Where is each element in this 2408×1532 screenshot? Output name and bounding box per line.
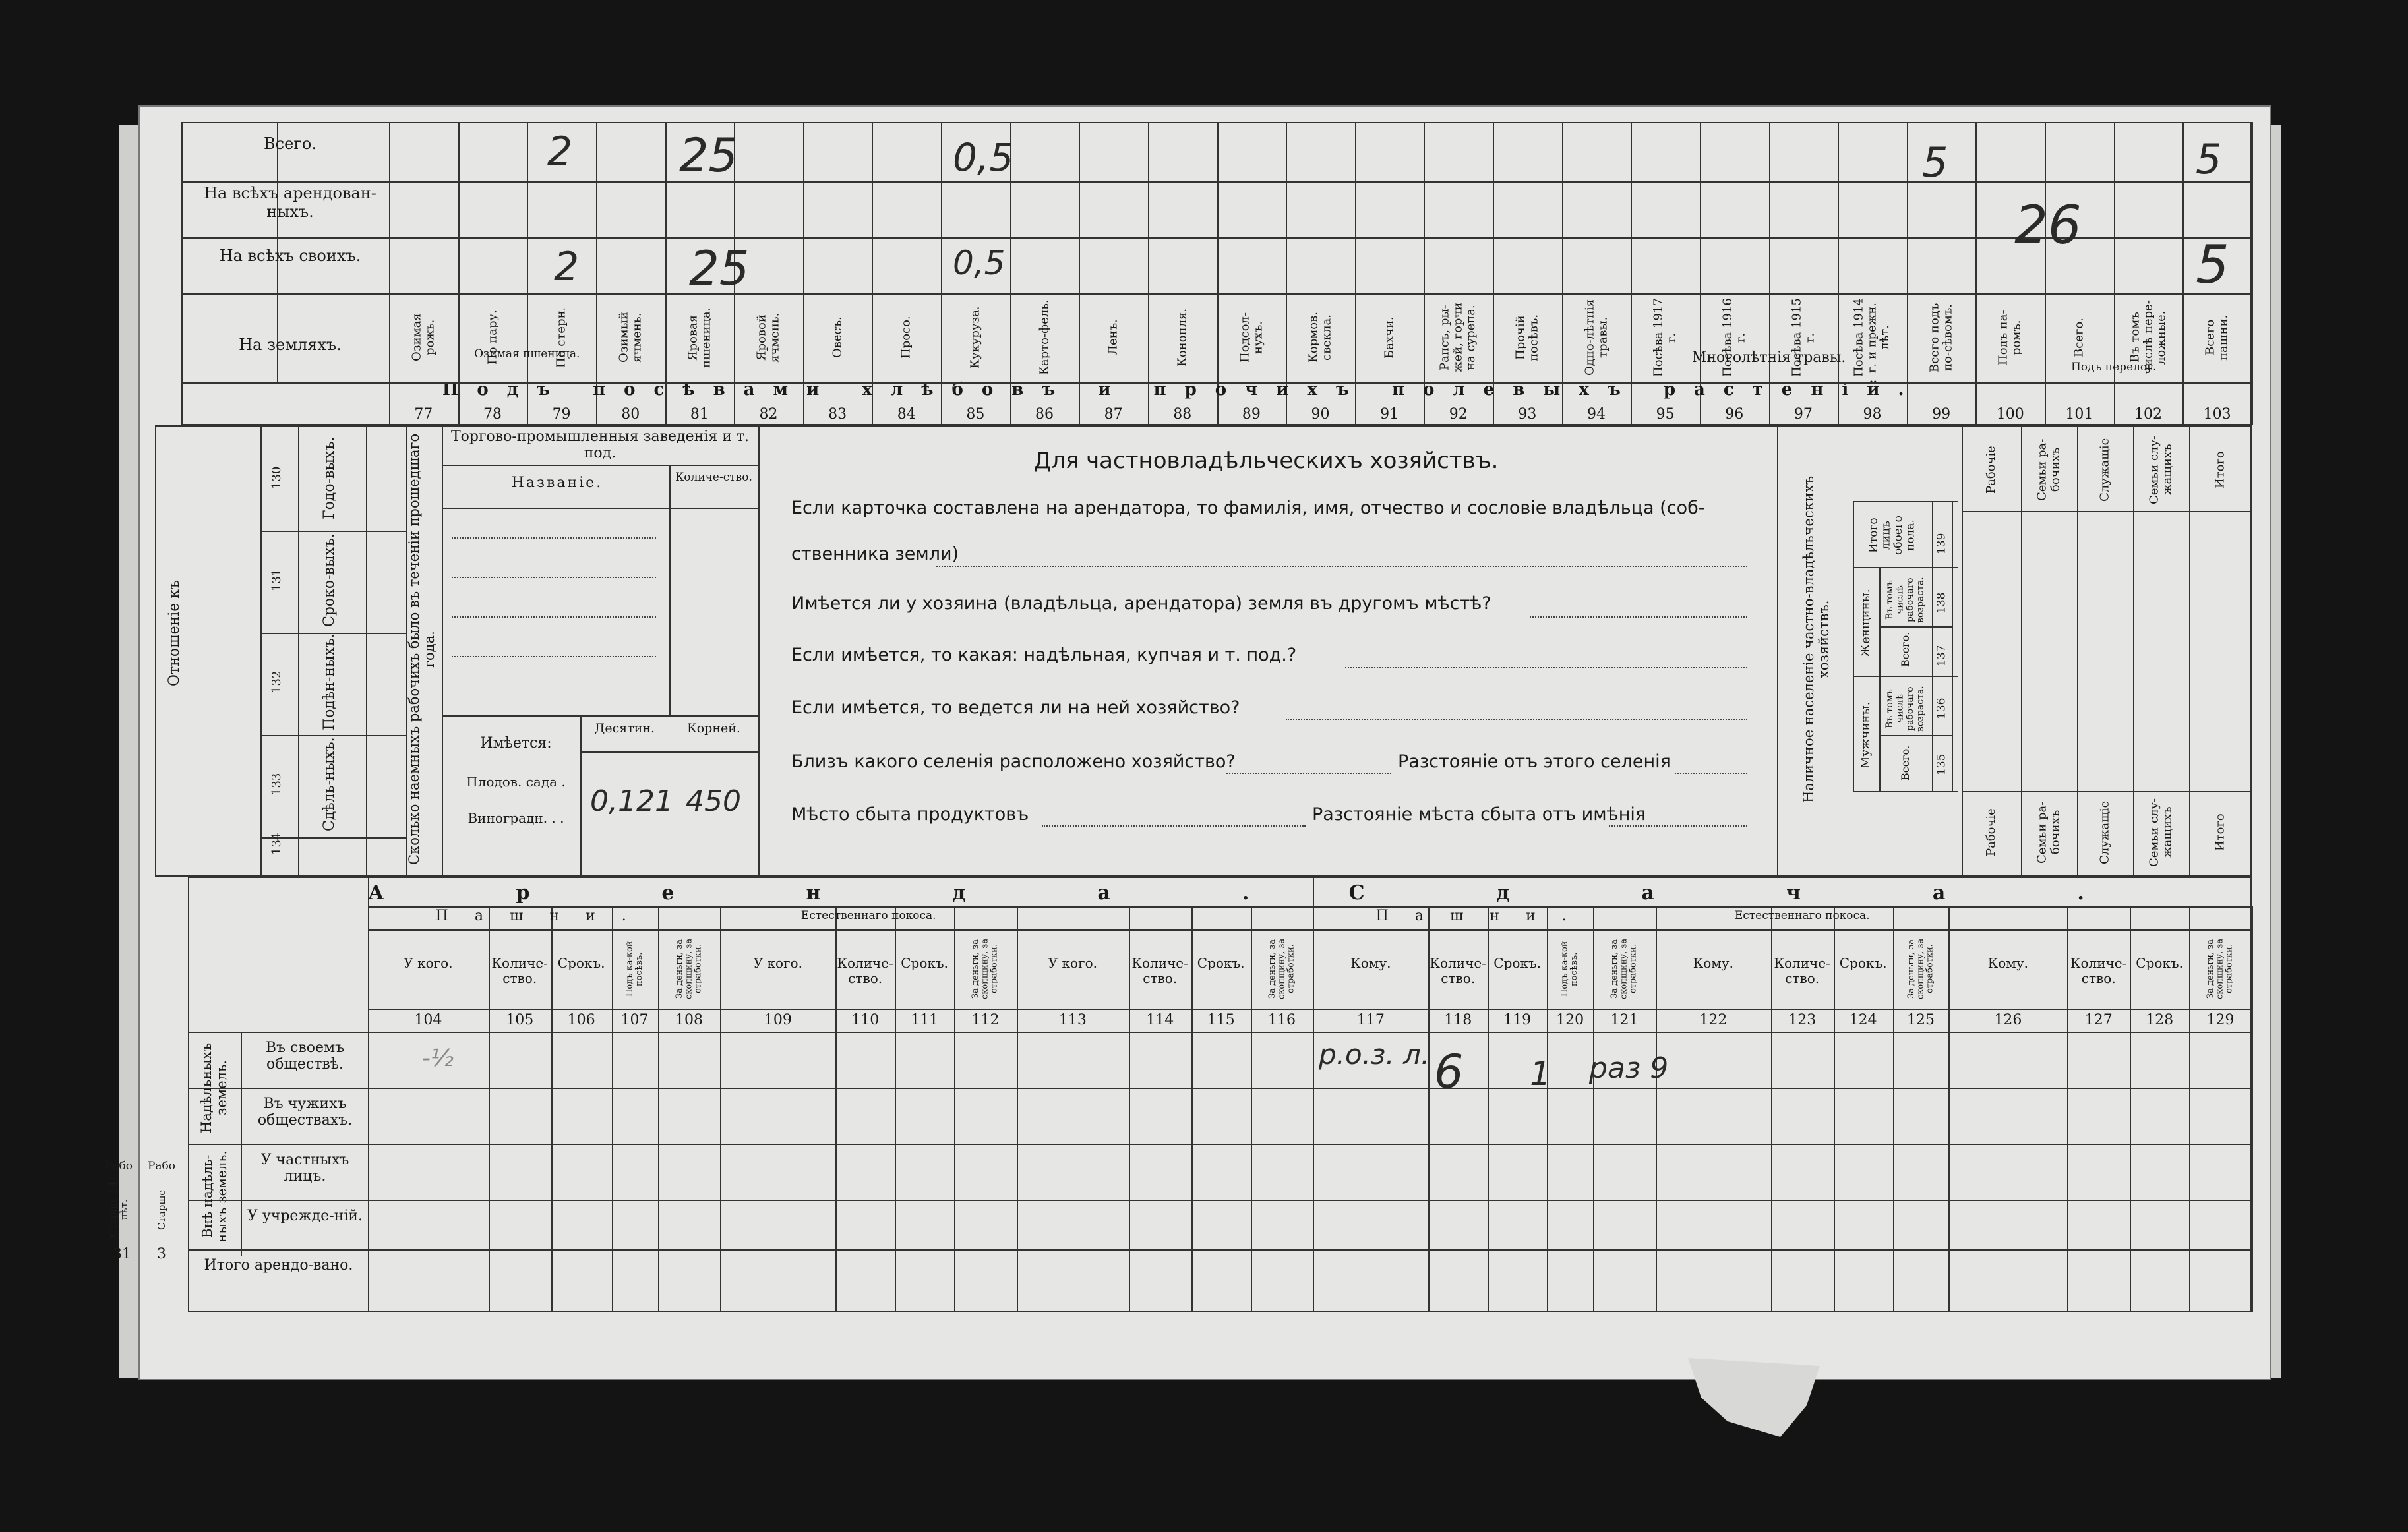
row-label: Всего. <box>264 134 316 153</box>
lease-row-label: Въ чужихъ обществахъ. <box>257 1096 353 1129</box>
v-tom-chisle-label: Въ томъ числѣ рабочаго возраста. <box>1884 577 1926 623</box>
handwritten-entry: 6 <box>1434 1045 1464 1099</box>
private-question: Мѣсто сбыта продуктовъ <box>791 804 1029 825</box>
handwritten-entry: 1 <box>1530 1055 1551 1093</box>
row-label: На всѣхъ своихъ. <box>219 247 361 265</box>
answer-line <box>1226 773 1391 774</box>
rule-line <box>669 465 671 715</box>
rule-line <box>2021 425 2022 877</box>
lease-col-122: Кому. <box>1693 955 1733 971</box>
col-label-91: Бахчи. <box>1382 316 1397 359</box>
vsego-label: Всего. <box>1899 632 1912 667</box>
col-number-84: 84 <box>897 406 916 423</box>
vinogradn-label: Виноградн. . . <box>467 810 564 826</box>
lease-row-label: Итого арендо-вано. <box>204 1257 353 1274</box>
lease-col-109: У кого. <box>753 955 802 971</box>
col-number-80: 80 <box>621 406 640 423</box>
population-col-num: 137 <box>1935 645 1948 667</box>
worker-col-label: Служащiе <box>2097 438 2112 502</box>
otnoshenie-col-132: Подѣн-ныхъ. <box>320 633 338 731</box>
handwritten-entry: 2 <box>554 244 580 290</box>
muzhchiny-label: Мужчины. <box>1859 701 1873 769</box>
handwritten-entry: 0,5 <box>953 135 1014 180</box>
lease-col-124: Срокъ. <box>1839 955 1887 971</box>
population-col-num: 135 <box>1935 753 1948 776</box>
lease-num-127: 127 <box>2084 1012 2113 1028</box>
col-number-100: 100 <box>1996 406 2024 423</box>
rule-line <box>1962 511 2252 512</box>
private-question: Если имѣется, то какая: надѣльная, купчая и т. под.? <box>791 645 1297 665</box>
otnoshenie-label: Отношенiе къ <box>166 579 183 686</box>
col-label-88: Конопля. <box>1175 308 1189 367</box>
lease-row-label: У учрежде-нiй. <box>247 1208 363 1224</box>
col-number-95: 95 <box>1656 406 1675 423</box>
otnoshenie-num-133: 133 <box>270 773 284 796</box>
handwritten-entry: 450 <box>686 784 741 818</box>
private-question: Если карточка составлена на арендатора, то фамилiя, имя, отчество и сословiе владѣльца (соб- <box>791 498 1705 518</box>
rule-line <box>1952 501 1953 791</box>
otnoshenie-num-132: 132 <box>270 670 284 694</box>
private-question: Разстоянiе мѣста сбыта отъ имѣнiя <box>1312 804 1646 825</box>
answer-line <box>1675 773 1747 774</box>
col-number-87: 87 <box>1104 406 1123 423</box>
rule-line <box>188 1088 2252 1089</box>
edge-fragment: Рабо <box>147 1160 176 1173</box>
torn-paper-fragment <box>1688 1358 1820 1437</box>
col-label-77: Озимая рожь. <box>409 313 437 362</box>
col-number-85: 85 <box>966 406 985 423</box>
lease-num-117: 117 <box>1356 1012 1385 1028</box>
sdacha-banner: Сдача. <box>1348 881 2216 904</box>
col-label-94: Одно-лѣтнiя травы. <box>1582 299 1610 376</box>
lease-num-120: 120 <box>1556 1012 1584 1028</box>
lease-col-108: За деньги, за скопщину, за отработки. <box>674 938 704 1000</box>
lease-num-104: 104 <box>414 1012 442 1028</box>
lease-num-122: 122 <box>1699 1012 1728 1028</box>
pashni-label: Пашни. <box>435 908 653 924</box>
otnoshenie-num-131: 131 <box>270 568 284 592</box>
col-label-87: Ленъ. <box>1106 319 1120 356</box>
fill-line <box>452 616 656 618</box>
lease-col-112: За деньги, за скопщину, за отработки. <box>971 938 1000 1000</box>
handwritten-entry: 0,5 <box>953 244 1006 282</box>
col-label-80: Озимый ячмень. <box>617 312 644 363</box>
fill-line <box>452 577 656 578</box>
lease-col-110: Количе-ство. <box>837 955 893 986</box>
ozimaya-pshenitsa-label: Озимая пшеница. <box>474 347 580 361</box>
rule-line <box>580 715 582 877</box>
worker-col-label: Итого <box>2213 813 2227 851</box>
lease-num-116: 116 <box>1268 1012 1296 1028</box>
worker-col-label: Семьи слу-жащихъ <box>2147 798 2175 867</box>
rule-line <box>366 425 367 877</box>
lease-num-121: 121 <box>1610 1012 1639 1028</box>
col-number-83: 83 <box>828 406 847 423</box>
rule-line <box>1962 425 1963 877</box>
lease-num-107: 107 <box>620 1012 649 1028</box>
handwritten-entry: р.о.з. л. <box>1319 1038 1430 1071</box>
rule-line <box>188 1144 2252 1145</box>
col-label-83: Овесъ. <box>830 316 845 359</box>
worker-col-label: Рабочiе <box>1984 808 1999 856</box>
rule-line <box>188 1032 2252 1033</box>
v-tom-chisle-label: Въ томъ числѣ рабочаго возраста. <box>1884 686 1926 732</box>
lease-col-120: Подъ ка-кой посѣвъ. <box>1559 941 1580 997</box>
rule-line <box>406 425 407 877</box>
answer-line <box>1042 825 1306 827</box>
rule-line <box>2182 122 2184 425</box>
fill-line <box>452 656 656 657</box>
rule-line <box>1975 122 1977 425</box>
row-label: На земляхъ. <box>239 336 342 354</box>
pokosa-label: Естественнаго покоса. <box>800 909 936 922</box>
lease-col-113: У кого. <box>1048 955 1097 971</box>
lease-num-118: 118 <box>1444 1012 1472 1028</box>
nadelnyh-label: Надѣльныхъ земель. <box>198 1042 229 1133</box>
lease-col-117: Кому. <box>1350 955 1391 971</box>
worker-col-label: Семьи ра-бочихъ <box>2035 438 2062 501</box>
col-number-96: 96 <box>1725 406 1744 423</box>
lease-num-110: 110 <box>851 1012 880 1028</box>
handwritten-entry: раз 9 <box>1589 1051 1669 1085</box>
desyatin-label: Десятин. <box>594 721 655 736</box>
lease-col-127: Количе-ство. <box>2070 955 2127 986</box>
lease-row-label: Въ своемъ обществѣ. <box>265 1040 345 1073</box>
rule-line <box>368 1009 2252 1010</box>
answer-line <box>1530 616 1747 618</box>
torg-title: Торгово-промышленныя заведенiя и т. под. <box>450 428 750 462</box>
col-number-89: 89 <box>1242 406 1261 423</box>
lease-num-119: 119 <box>1503 1012 1532 1028</box>
col-label-89: Подсол-нухъ. <box>1238 312 1265 363</box>
population-col-num: 139 <box>1935 533 1948 555</box>
rule-line <box>368 929 2252 931</box>
edge-fragment: Старше <box>155 1189 167 1230</box>
rule-line <box>2252 906 2253 1312</box>
rule-line <box>2133 425 2134 877</box>
rule-line <box>1879 735 1952 736</box>
lease-col-129: За деньги, за скопщину, за отработки. <box>2206 938 2235 1000</box>
col-label-82: Яровой ячмень. <box>754 312 782 363</box>
lease-col-126: Кому. <box>1987 955 2028 971</box>
otnoshenie-col-130: Годо-выхъ. <box>320 436 338 519</box>
col-label-100: Подъ па-ромъ. <box>1996 310 2024 365</box>
handwritten-entry: 5 <box>2196 135 2222 183</box>
handwritten-entry: 5 <box>2196 234 2229 295</box>
rule-line <box>1879 567 1881 791</box>
rule-line <box>2114 122 2115 425</box>
col-number-101: 101 <box>2065 406 2093 423</box>
lease-num-126: 126 <box>1994 1012 2022 1028</box>
private-question: Если имѣется, то ведется ли на ней хозяйство? <box>791 697 1240 718</box>
otnoshenie-col-133: Сдѣль-ныхъ. <box>320 737 338 832</box>
lease-num-115: 115 <box>1207 1012 1235 1028</box>
col-label-86: Карто-фель. <box>1037 299 1052 376</box>
private-title: Для частновладѣльческихъ хозяйствъ. <box>1033 448 1499 474</box>
population-col-num: 136 <box>1935 697 1948 720</box>
rule-line <box>2252 122 2253 425</box>
lease-col-106: Срокъ. <box>557 955 605 971</box>
rule-line <box>1879 626 1952 628</box>
col-number-97: 97 <box>1793 406 1813 423</box>
population-title: Наличное населенiе частно-владѣльческихъ хозяйствъ. <box>1800 475 1832 804</box>
col-label-95: Посѣва 1917 г. <box>1651 298 1679 377</box>
lease-col-104: У кого. <box>404 955 453 971</box>
nazvanie-label: Названiе. <box>511 475 603 491</box>
lease-num-114: 114 <box>1146 1012 1174 1028</box>
population-col-num: 138 <box>1935 592 1948 614</box>
lease-num-111: 111 <box>911 1012 939 1028</box>
col-number-88: 88 <box>1173 406 1192 423</box>
lease-col-114: Количе-ство. <box>1131 955 1188 986</box>
rule-line <box>1853 501 1958 502</box>
rule-line <box>389 382 2252 384</box>
lease-num-123: 123 <box>1788 1012 1817 1028</box>
col-label-93: Прочiй посѣвъ. <box>1513 314 1541 361</box>
answer-line <box>1609 825 1747 827</box>
rule-line <box>442 715 758 717</box>
col-number-90: 90 <box>1311 406 1330 423</box>
rule-line <box>298 425 299 877</box>
lease-num-124: 124 <box>1849 1012 1877 1028</box>
plodov-sada-label: Плодов. сада . <box>466 774 566 790</box>
col-label-92: Рапсъ, ры-жей, горчи на сурепа. <box>1438 302 1478 373</box>
private-question: ственника земли) <box>791 544 959 564</box>
rule-line <box>1853 567 1958 568</box>
rule-line <box>188 1249 2252 1251</box>
lease-num-125: 125 <box>1907 1012 1935 1028</box>
lease-num-129: 129 <box>2206 1012 2235 1028</box>
col-number-82: 82 <box>759 406 778 423</box>
col-label-78: По пару. <box>485 310 500 365</box>
rule-line <box>1962 791 2252 792</box>
crops-banner: Подъ посѣвами хлѣбовъ и прочихъ полевыхъ растенiй. <box>442 380 1923 399</box>
mnogoletnie-label: Многолѣтнiя травы. <box>1691 349 1846 366</box>
kolichestvo-label: Количе-ство. <box>675 471 752 484</box>
col-number-86: 86 <box>1035 406 1054 423</box>
vsego-label: Всего. <box>1899 745 1912 781</box>
lease-num-113: 113 <box>1058 1012 1087 1028</box>
col-label-99: Всего подъ по-сѣвомъ. <box>1927 303 1955 372</box>
col-number-91: 91 <box>1380 406 1399 423</box>
handwritten-entry: 25 <box>689 241 750 296</box>
arenda-banner: Аренда. <box>368 881 1381 904</box>
col-number-81: 81 <box>690 406 709 423</box>
col-label-97: Посѣва 1915 г. <box>1790 298 1817 377</box>
lease-num-108: 108 <box>675 1012 703 1028</box>
naemnyh-rabochih-label: Сколько наемныхъ рабочихъ было въ теченiи прошедшаго года. <box>406 433 437 866</box>
lease-col-123: Количе-ство. <box>1774 955 1830 986</box>
lease-col-111: Срокъ. <box>901 955 948 971</box>
col-number-98: 98 <box>1863 406 1882 423</box>
row-label: На всѣхъ арендован-ныхъ. <box>204 184 376 221</box>
col-label-90: Кормов. свекла. <box>1306 312 1334 363</box>
otnoshenie-col-131: Сроко-выхъ. <box>320 533 338 627</box>
col-number-92: 92 <box>1449 406 1468 423</box>
lease-col-121: За деньги, за скопщину, за отработки. <box>1610 938 1639 1000</box>
pokosa-label: Естественнаго покоса. <box>1734 909 1870 922</box>
col-number-79: 79 <box>552 406 571 423</box>
col-number-77: 77 <box>414 406 433 423</box>
rule-line <box>1777 425 1778 877</box>
col-label-101: Всего. <box>2072 318 2086 357</box>
col-label-79: По стерн. <box>554 307 568 368</box>
lease-col-107: Подъ ка-кой посѣвъ. <box>624 941 644 997</box>
private-question: Имѣется ли у хозяина (владѣльца, арендатора) земля въ другомъ мѣстѣ? <box>791 593 1491 614</box>
lease-col-105: Количе-ство. <box>491 955 548 986</box>
private-question: Разстоянiе отъ этого селенiя <box>1398 751 1671 772</box>
col-number-99: 99 <box>1932 406 1951 423</box>
rule-line <box>2189 425 2190 877</box>
handwritten-entry: 0,121 <box>590 784 673 818</box>
lease-col-119: Срокъ. <box>1493 955 1542 971</box>
handwritten-entry: 5 <box>1922 138 1948 187</box>
handwritten-entry: 2 <box>547 129 573 175</box>
zhenshchiny-label: Женщины. <box>1859 589 1873 657</box>
col-number-94: 94 <box>1587 406 1606 423</box>
col-number-103: 103 <box>2203 406 2231 423</box>
lease-num-128: 128 <box>2146 1012 2174 1028</box>
pashni-label: Пашни. <box>1375 908 1593 924</box>
lease-col-128: Срокъ. <box>2136 955 2183 971</box>
col-label-81: Яровая пшеница. <box>686 307 713 368</box>
col-label-84: Просо. <box>899 316 913 359</box>
rule-line <box>442 508 758 509</box>
col-number-102: 102 <box>2134 406 2163 423</box>
answer-line <box>1286 719 1747 720</box>
fill-line <box>452 537 656 539</box>
otnoshenie-num-134: 134 <box>270 832 284 856</box>
rule-line <box>758 425 760 877</box>
rule-line <box>241 1032 242 1256</box>
vne-nadelnyh-label: Внѣ надѣль-ныхъ земель. <box>199 1150 229 1243</box>
lease-col-125: За деньги, за скопщину, за отработки. <box>1906 938 1935 1000</box>
lease-num-109: 109 <box>764 1012 792 1028</box>
worker-col-label: Семьи слу-жащихъ <box>2147 435 2175 504</box>
itogo-lits-label: Итого лицъ обоего пола. <box>1867 516 1917 556</box>
handwritten-entry: 26 <box>2014 194 2082 256</box>
col-label-96: Посѣва 1916 г. <box>1720 298 1748 377</box>
col-number-93: 93 <box>1518 406 1537 423</box>
imeetsya-label: Имѣется: <box>480 735 552 751</box>
rule-line <box>442 425 443 877</box>
lease-num-105: 105 <box>506 1012 534 1028</box>
lease-num-106: 106 <box>567 1012 595 1028</box>
otnoshenie-num-130: 130 <box>270 466 284 490</box>
worker-col-label: Рабочiе <box>1984 446 1999 494</box>
lease-col-118: Количе-ство. <box>1430 955 1486 986</box>
rule-line <box>442 465 758 466</box>
lease-num-112: 112 <box>971 1012 1000 1028</box>
worker-col-label: Семьи ра-бочихъ <box>2035 801 2062 864</box>
lease-row-label: У частныхъ лицъ. <box>260 1152 349 1185</box>
edge-fragment: Рабо <box>104 1160 133 1173</box>
rule-line <box>2045 122 2046 425</box>
col-label-85: Кукуруза. <box>968 306 982 369</box>
col-number-78: 78 <box>483 406 502 423</box>
col-label-102: Въ томъ числѣ пере-ложные. <box>2128 300 2168 375</box>
rule-line <box>389 122 390 425</box>
lease-col-115: Срокъ. <box>1197 955 1245 971</box>
rule-line <box>1313 877 1314 1312</box>
lease-col-116: За деньги, за скопщину, за отработки. <box>1267 938 1296 1000</box>
rule-line <box>2077 425 2078 877</box>
rule-line <box>188 1200 2252 1201</box>
answer-line <box>1345 667 1747 668</box>
rule-line <box>1853 791 1958 792</box>
handwritten-entry: 25 <box>679 129 738 183</box>
private-question: Близъ какого селенiя расположено хозяйство? <box>791 751 1236 772</box>
edge-fragment: Старше 14 лѣт. <box>107 1181 130 1238</box>
edge-fragment: 3 <box>157 1246 166 1262</box>
worker-col-label: Служащiе <box>2097 800 2112 864</box>
answer-line <box>936 566 1747 567</box>
col-label-103: Всего пашни. <box>2203 314 2231 361</box>
worker-col-label: Итого <box>2213 451 2227 488</box>
edge-fragment: 31 <box>113 1246 131 1262</box>
pod-perelog-label: Подъ перелог. <box>2071 361 2157 374</box>
rule-line <box>580 751 758 753</box>
col-label-98: Посѣва 1914 г. и прежн. лѣт. <box>1851 298 1892 377</box>
handwritten-entry: -½ <box>422 1045 454 1072</box>
korney-label: Корней. <box>687 721 740 736</box>
